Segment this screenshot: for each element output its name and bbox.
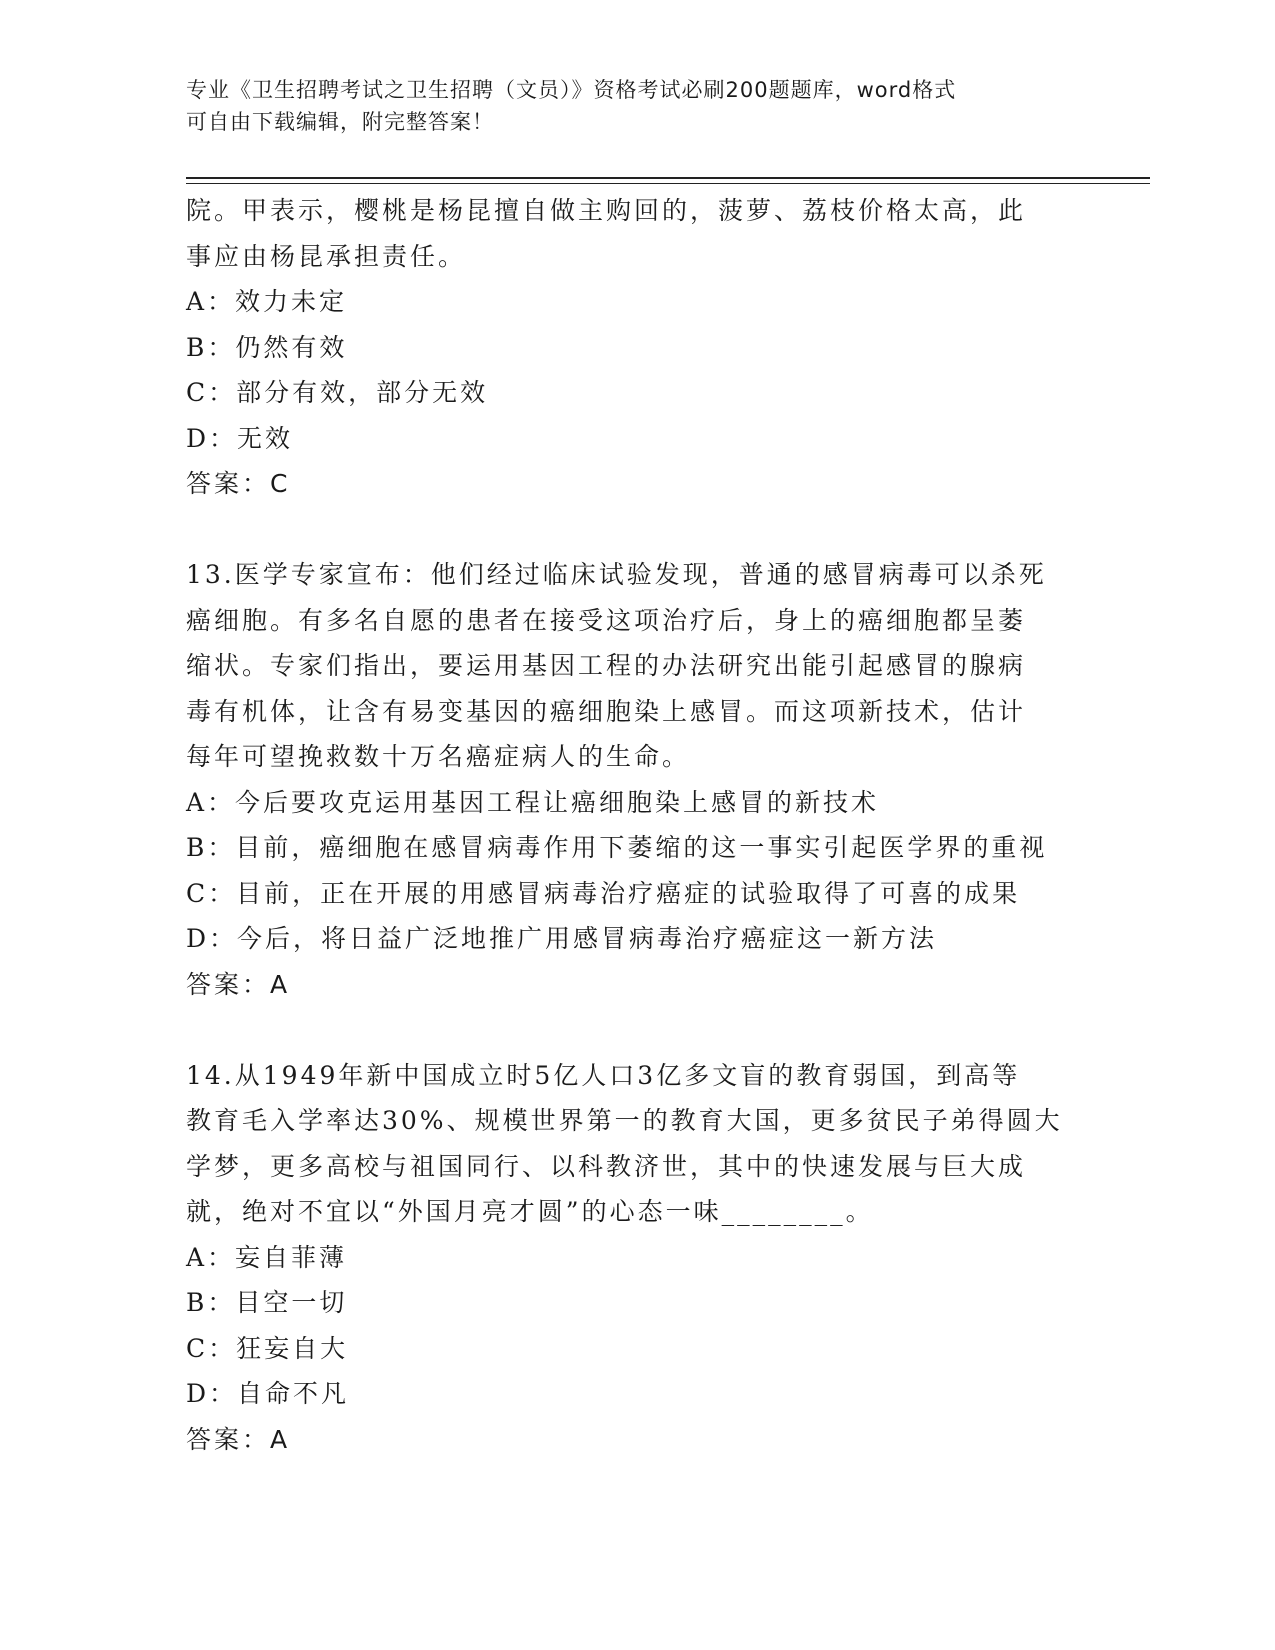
document-header	[186, 74, 1086, 138]
question-stem-line: 13.医学专家宣布：他们经过临床试验发现，普通的感冒病毒可以杀死	[186, 560, 1047, 589]
option-c: C：狂妄自大	[186, 1333, 349, 1363]
question-12	[186, 188, 1086, 507]
option-c: C：部分有效，部分无效	[186, 378, 489, 407]
header-divider-thin	[186, 183, 1150, 184]
question-stem-line: 教育毛入学率达30%、规模世界第一的教育大国，更多贫民子弟得圆大	[186, 1106, 1063, 1135]
question-stem-line: 缩状。专家们指出，要运用基因工程的办法研究出能引起感冒的腺病	[186, 651, 1027, 680]
question-stem-line: 院。甲表示，樱桃是杨昆擅自做主购回的，菠萝、荔枝价格太高，此	[186, 196, 1027, 225]
header-divider-thick	[186, 177, 1150, 179]
question-14	[186, 1053, 1086, 1463]
question-stem-line: 学梦，更多高校与祖国同行、以科教济世，其中的快速发展与巨大成	[186, 1151, 1027, 1181]
option-a: A：效力未定	[186, 287, 348, 316]
header-line-1: 专业《卫生招聘考试之卫生招聘（文员）》资格考试必刷200题题库，word格式	[186, 78, 957, 102]
option-a: A：妄自菲薄	[186, 1242, 348, 1272]
header-line-2: 可自由下载编辑，附完整答案！	[186, 110, 494, 134]
question-stem-line: 每年可望挽救数十万名癌症病人的生命。	[186, 742, 691, 771]
answer-label: 答案：A	[186, 1424, 291, 1454]
option-b: B：目空一切	[186, 1288, 348, 1317]
spacer	[186, 1007, 1086, 1053]
spacer	[186, 507, 1086, 553]
option-d: D：今后，将日益广泛地推广用感冒病毒治疗癌症这一新方法	[186, 924, 938, 953]
question-stem-line: 14.从1949年新中国成立时5亿人口3亿多文盲的教育弱国，到高等	[186, 1060, 1021, 1090]
question-stem-line: 毒有机体，让含有易变基因的癌细胞染上感冒。而这项新技术，估计	[186, 696, 1027, 726]
option-d: D：自命不凡	[186, 1379, 350, 1408]
option-b: B：仍然有效	[186, 332, 348, 362]
option-b: B：目前，癌细胞在感冒病毒作用下萎缩的这一事实引起医学界的重视	[186, 833, 1048, 862]
answer-label: 答案：A	[186, 969, 291, 999]
option-d: D：无效	[186, 423, 294, 453]
document-body	[186, 188, 1086, 1462]
question-stem-line: 癌细胞。有多名自愿的患者在接受这项治疗后，身上的癌细胞都呈萎	[186, 605, 1027, 635]
option-c: C：目前，正在开展的用感冒病毒治疗癌症的试验取得了可喜的成果	[186, 878, 1021, 908]
option-a: A：今后要攻克运用基因工程让癌细胞染上感冒的新技术	[186, 787, 880, 817]
question-stem-line: 就，绝对不宜以“外国月亮才圆”的心态一味________。	[186, 1197, 874, 1226]
question-stem-line: 事应由杨昆承担责任。	[186, 241, 467, 271]
answer-label: 答案：C	[186, 469, 291, 498]
question-13	[186, 552, 1086, 1007]
